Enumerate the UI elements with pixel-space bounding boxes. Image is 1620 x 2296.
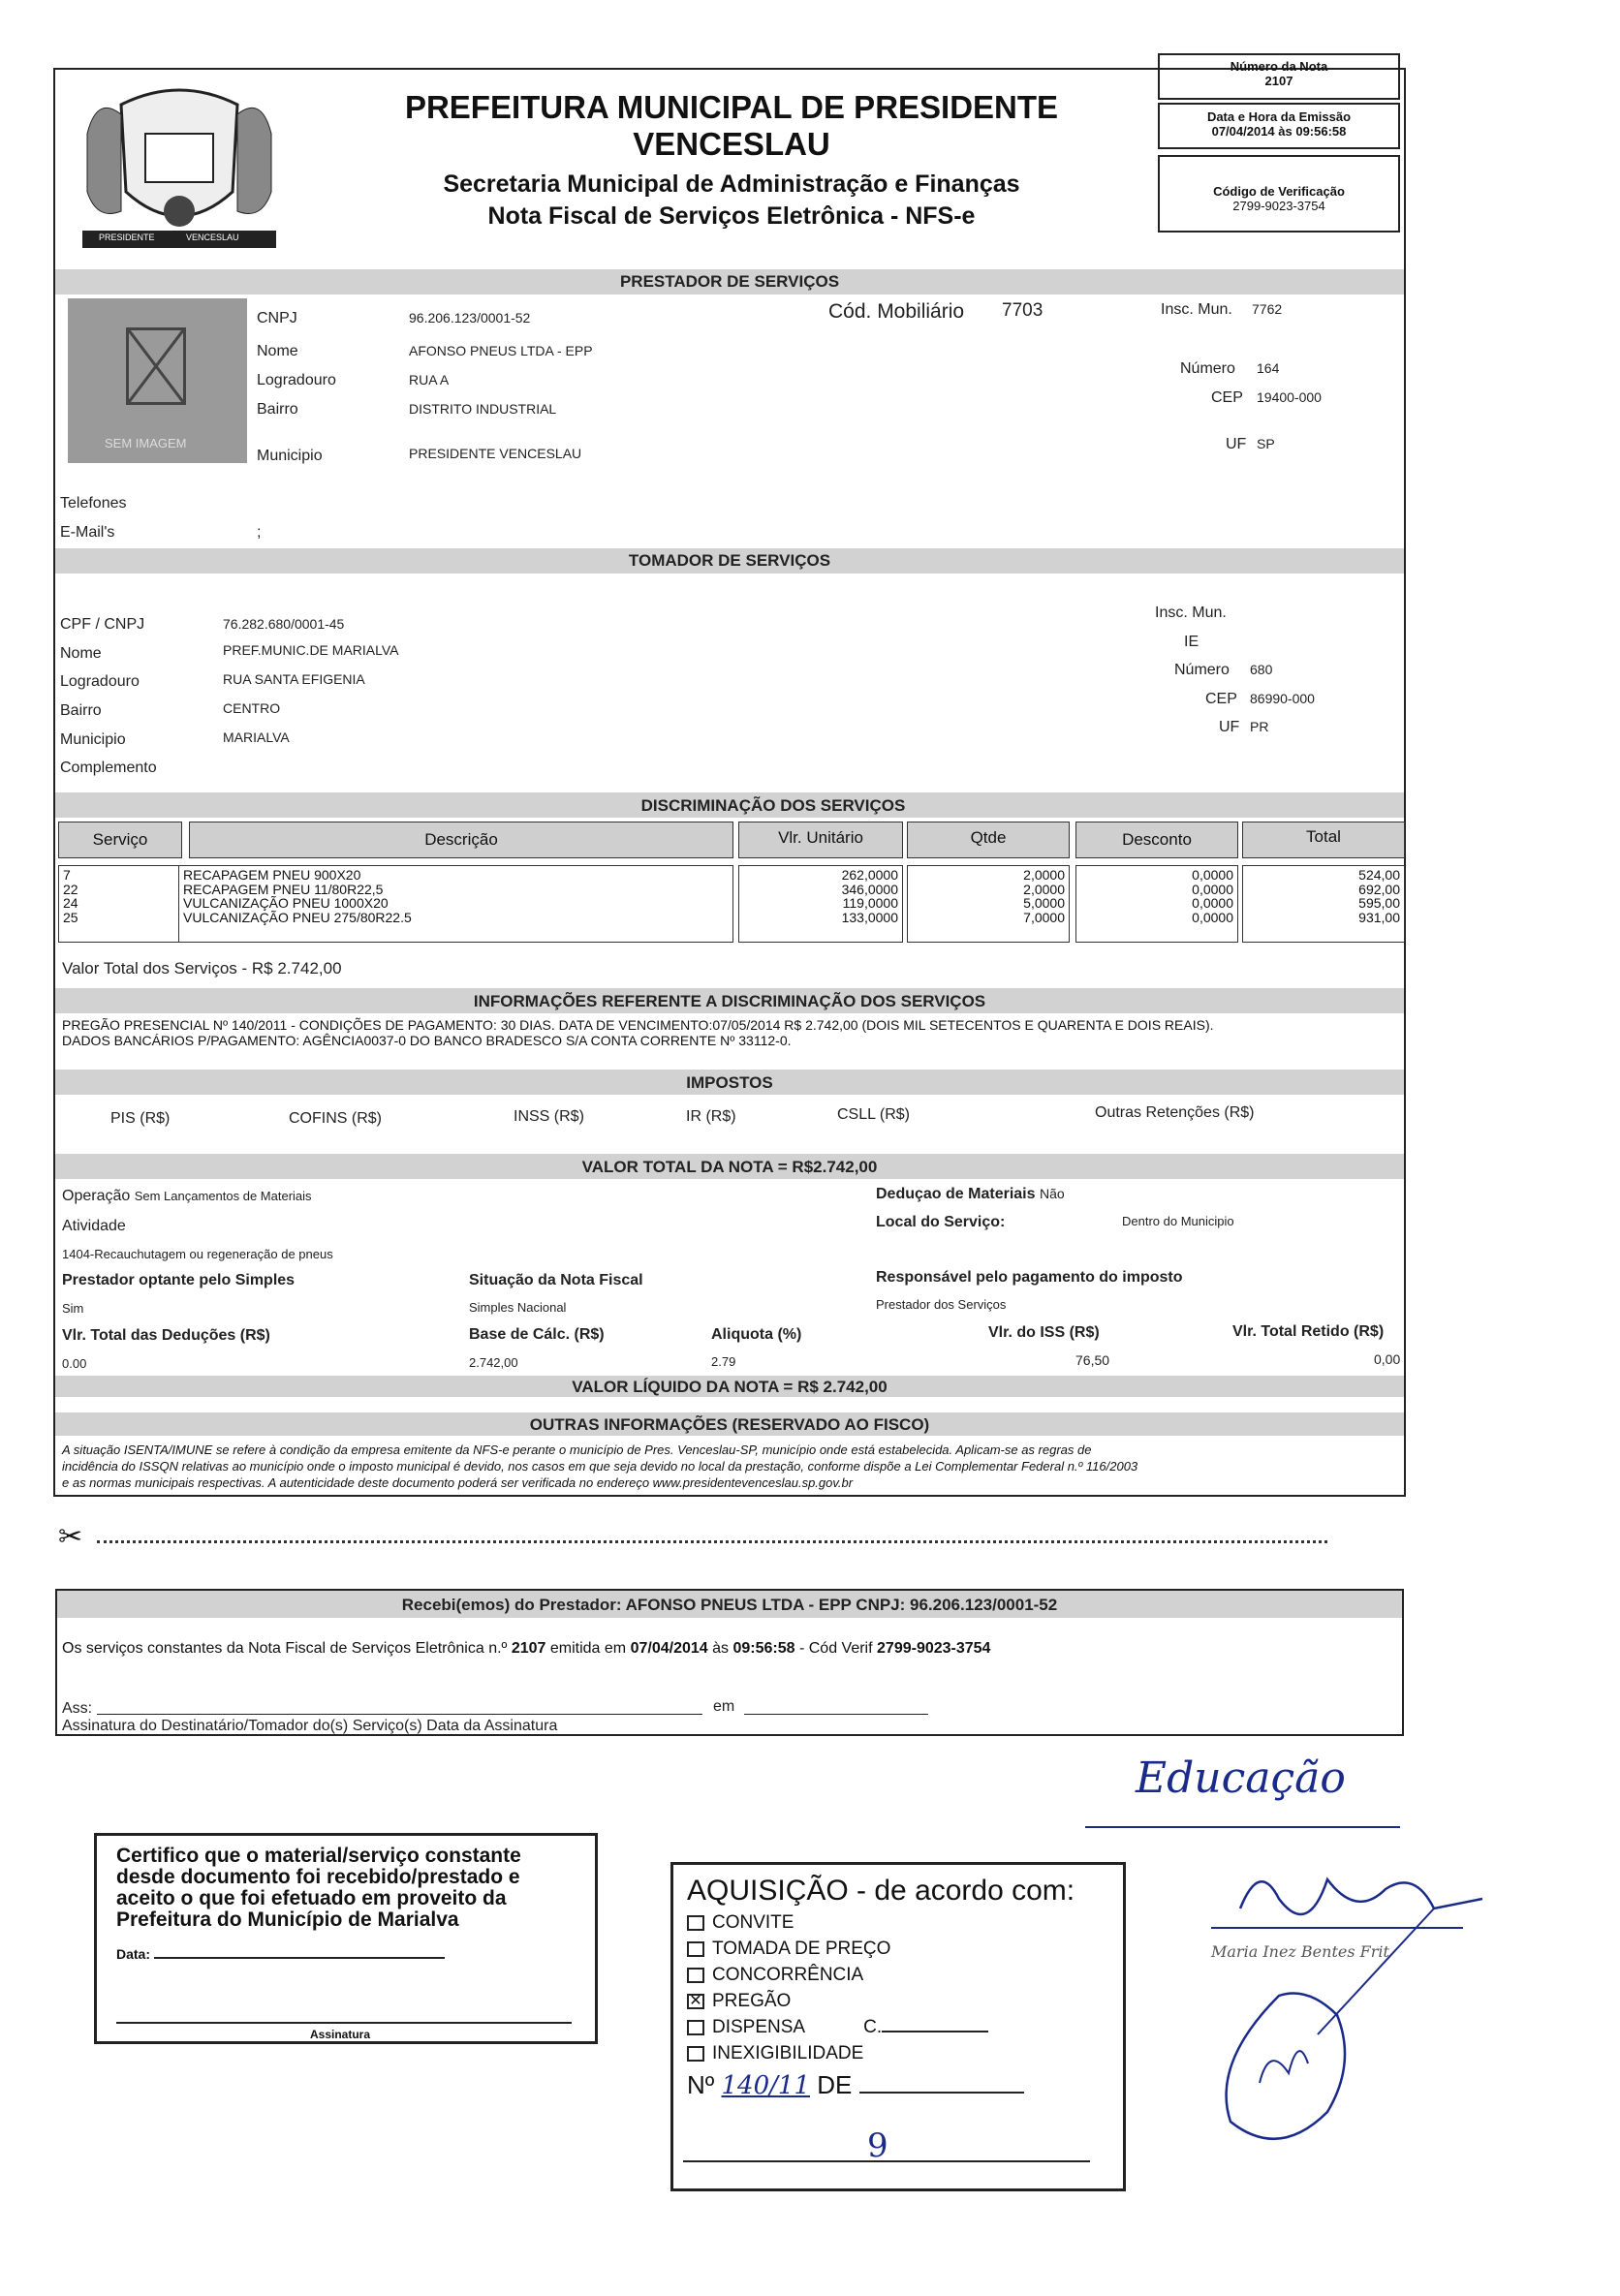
col-servico-cell [58,865,182,943]
option-dispensa[interactable] [687,2014,1109,2040]
informacoes-band [55,988,1404,1013]
option-label: CONVITE [712,1912,794,1933]
certifico-data-label: Data: [116,1946,151,1962]
certifico-sign-line [116,2022,572,2024]
cofins-label: COFINS (R$) [289,1110,382,1127]
col-unitario-cell [738,865,903,943]
tomador-uf-label: UF [1219,719,1240,735]
numero-nota-box [1158,53,1400,100]
cut-line [97,1540,1327,1543]
valor-liquido: VALOR LÍQUIDO DA NOTA = R$ 2.742,00 [572,1378,888,1396]
col-header-total: Total [1242,822,1405,858]
col-header-qtde: Qtde [907,822,1070,858]
prestador-bairro-label: Bairro [257,401,298,418]
recibo-band [57,1591,1402,1618]
operacao-label-text: Operação [62,1188,131,1204]
aliquota-value: 2.79 [711,1354,736,1369]
outras-retencoes-label: Outras Retenções (R$) [1095,1104,1255,1121]
data-emissao-box [1158,103,1400,149]
svg-text:Maria Inez Bentes Frit: Maria Inez Bentes Frit [1211,1942,1389,1961]
subtitle-secretaria: Secretaria Municipal de Administração e Finanças [443,171,1020,198]
deducao-label [876,1186,1065,1203]
option-tomada[interactable] [687,1936,1109,1962]
signature [1192,1841,1511,2151]
tomador-municipio-label: Municipio [60,731,126,748]
iss-value: 76,50 [1075,1352,1110,1368]
tomador-nome: PREF.MUNIC.DE MARIALVA [223,642,399,658]
impostos-title: IMPOSTOS [686,1073,773,1092]
table-row-total: 524,00 [1358,867,1400,883]
discriminacao-title: DISCRIMINAÇÃO DOS SERVIÇOS [640,796,906,815]
informacoes-line1: PREGÃO PRESENCIAL Nº 140/2011 - CONDIÇÕES DE PAGAMENTO: 30 DIAS. DATA DE VENCIMENTO:07/05/2014 R$ 2.742,00 (DOIS MIL SETECENTOS E QUARENTA E DOIS REAIS). [62,1017,1214,1033]
title-line2: VENCESLAU [633,126,830,162]
retido-value: 0,00 [1374,1351,1401,1367]
outras-line3: e as normas municipais respectivas. A autenticidade deste documento poderá ser verificada no endereço www.presidentevenceslau.sp.gov.br [62,1475,854,1490]
col-desconto-cell [1075,865,1238,943]
ass-label: Ass: [62,1700,93,1717]
cod-mobiliario: 7703 [1002,300,1044,321]
page-title [320,89,1143,163]
valor-nota-title: VALOR TOTAL DA NOTA = R$2.742,00 [581,1158,878,1176]
recibo-hora: 09:56:58 [732,1640,795,1657]
tomador-bairro: CENTRO [223,700,281,716]
certifico-data-row [116,1946,576,1962]
prestador-band [55,269,1404,295]
recibo-cod-label: - Cód Verif [798,1640,873,1657]
aquisicao-title: AQUISIÇÃO - de acordo com: [687,1875,1075,1907]
recibo-nota: 2107 [511,1640,546,1657]
handwritten-underline [1085,1826,1400,1828]
option-concorrencia[interactable] [687,1962,1109,1988]
assinatura-caption: Assinatura do Destinatário/Tomador do(s) Serviço(s) Data da Assinatura [62,1718,558,1734]
table-row-unitario: 346,0000 [841,881,898,897]
recibo-as: às [712,1640,730,1657]
prestador-cnpj-label: CNPJ [257,310,297,326]
option-convite[interactable] [687,1909,1109,1936]
valor-total-servicos: Valor Total dos Serviços - R$ 2.742,00 [62,959,342,977]
cod-mobiliario-label: Cód. Mobiliário [828,300,965,323]
deducoes-value: 0.00 [62,1356,87,1371]
no-label: Nº [687,2070,715,2099]
certifico-line: Certifico que o material/serviço constante [116,1845,521,1867]
col-descricao-cell [178,865,733,943]
outras-band [55,1412,1404,1436]
tomador-complemento-label: Complemento [60,760,157,776]
col-header-desconto: Desconto [1075,822,1238,858]
handwritten-educacao: Educação [1136,1753,1346,1803]
de-label: DE [817,2070,853,2099]
table-row-total: 595,00 [1358,895,1400,911]
option-label: CONCORRÊNCIA [712,1965,864,1985]
aquisicao-stamp [670,1862,1126,2191]
crest-logo [78,76,281,260]
table-row-total: 931,00 [1358,909,1400,925]
pis-label: PIS (R$) [110,1110,171,1127]
certifico-line: desde documento foi recebido/prestado e [116,1866,520,1888]
table-row-unitario: 133,0000 [841,909,898,925]
certifico-line: aceito o que foi efetuado em proveito da [116,1887,507,1909]
table-row-qtde: 2,0000 [1023,867,1065,883]
tomador-uf: PR [1250,719,1269,734]
impostos-band [55,1070,1404,1095]
prestador-insc-label: Insc. Mun. [1161,301,1232,318]
tomador-numero-label: Número [1174,662,1230,678]
col-total-cell [1242,865,1405,943]
tomador-bairro-label: Bairro [60,702,102,719]
table-row-qtde: 7,0000 [1023,909,1065,925]
col-header-servico: Serviço [58,822,182,858]
tomador-municipio: MARIALVA [223,729,290,745]
atividade-value: 1404-Recauchutagem ou regeneração de pneus [62,1247,333,1261]
checkbox-concorrencia[interactable] [687,1968,704,1983]
recibo-title: Recebi(emos) do Prestador: AFONSO PNEUS LTDA - EPP CNPJ: 96.206.123/0001-52 [401,1596,1058,1614]
situacao-value: Simples Nacional [469,1300,567,1315]
valor-liquido-band [55,1376,1404,1397]
table-row-qtde: 5,0000 [1023,895,1065,911]
no-image-icon [126,327,186,405]
codigo-verificacao-box [1158,155,1400,233]
stamp-bottom-line [683,2160,1090,2162]
certifico-assinatura-label: Assinatura [310,2028,371,2041]
deducao-value: Não [1039,1186,1065,1201]
prestador-title: PRESTADOR DE SERVIÇOS [619,272,840,291]
prestador-photo [68,298,247,463]
option-label: PREGÃO [712,1991,792,2011]
outras-line1: A situação ISENTA/IMUNE se refere à condição da empresa emitente da NFS-e perante o município de Pres. Venceslau-SP, município onde está estabelecida. Aplicam-se as regras de [62,1443,1092,1457]
option-label: INEXIGIBILIDADE [712,2043,864,2063]
prestador-cep: 19400-000 [1257,389,1322,405]
prestador-numero-label: Número [1180,360,1235,377]
tomador-numero: 680 [1250,662,1273,677]
title-line1: PREFEITURA MUNICIPAL DE PRESIDENTE [404,89,1059,125]
tomador-nome-label: Nome [60,645,102,662]
table-row-servico: 25 [63,909,78,925]
bottom-mark: 9 [867,2126,888,2165]
base-value: 2.742,00 [469,1355,518,1370]
inss-label: INSS (R$) [514,1108,584,1125]
col-qtde-cell [907,865,1070,943]
table-row-desconto: 0,0000 [1192,867,1233,883]
codigo-verificacao-label: Código de Verificação [1213,184,1345,199]
simples-label: Prestador optante pelo Simples [62,1272,296,1288]
data-emissao-value: 07/04/2014 às 09:56:58 [1211,124,1347,139]
table-row-desconto: 0,0000 [1192,909,1233,925]
prestador-logradouro-label: Logradouro [257,372,336,388]
operacao-label [62,1188,312,1205]
recibo-text-prefix: Os serviços constantes da Nota Fiscal de Serviços Eletrônica n.º [62,1640,508,1657]
csll-label: CSLL (R$) [837,1106,910,1123]
prestador-logradouro: RUA A [409,372,450,388]
option-label: DISPENSA [712,2017,806,2037]
table-row-descricao: RECAPAGEM PNEU 900X20 [183,867,361,883]
responsavel-label: Responsável pelo pagamento do imposto [876,1269,1183,1286]
checkbox-inexigibilidade[interactable] [687,2046,704,2062]
aquisicao-options [687,1909,1109,2066]
numero-nota-value: 2107 [1264,74,1293,88]
aliquota-label: Aliquota (%) [711,1326,802,1343]
crest-banner-right: VENCESLAU [186,233,239,242]
retido-label: Vlr. Total Retido (R$) [1232,1323,1385,1340]
local-label: Local do Serviço: [876,1214,1006,1230]
operacao-value: Sem Lançamentos de Materiais [134,1189,312,1203]
iss-label: Vlr. do ISS (R$) [988,1324,1100,1341]
outras-title: OUTRAS INFORMAÇÕES (RESERVADO AO FISCO) [529,1415,930,1434]
em-label: em [713,1698,735,1715]
certifico-text [116,1846,576,1931]
checkbox-tomada[interactable] [687,1941,704,1957]
recibo-cod: 2799-9023-3754 [877,1640,991,1657]
table-row-descricao: VULCANIZAÇÃO PNEU 1000X20 [183,895,389,911]
prestador-numero: 164 [1257,360,1280,376]
page-subtitle [320,169,1143,233]
prestador-insc: 7762 [1252,301,1283,317]
prestador-municipio-label: Municipio [257,448,323,464]
atividade-label: Atividade [62,1218,126,1234]
certifico-line: Prefeitura do Município de Marialva [116,1908,459,1931]
situacao-label: Situação da Nota Fiscal [469,1272,643,1288]
responsavel-value: Prestador dos Serviços [876,1297,1007,1312]
table-row-unitario: 119,0000 [842,895,898,911]
table-row-descricao: VULCANIZAÇÃO PNEU 275/80R22.5 [183,909,412,925]
checkbox-dispensa[interactable] [687,2020,704,2035]
option-pregao[interactable] [687,1988,1109,2014]
simples-value: Sim [62,1301,84,1316]
ir-label: IR (R$) [686,1108,736,1125]
telefones-label: Telefones [60,495,127,512]
col-header-unitario: Vlr. Unitário [738,822,903,858]
table-row-descricao: RECAPAGEM PNEU 11/80R22,5 [183,881,384,897]
email-label: E-Mail's [60,524,115,541]
informacoes-line2: DADOS BANCÁRIOS P/PAGAMENTO: AGÊNCIA0037-0 DO BANCO BRADESCO S/A CONTA CORRENTE Nº 33112-0. [62,1033,792,1048]
prestador-nome-label: Nome [257,343,298,359]
email-separator: ; [257,524,262,541]
table-row-desconto: 0,0000 [1192,881,1233,897]
prestador-uf: SP [1257,436,1275,451]
tomador-ie-label: IE [1184,634,1199,650]
tomador-title: TOMADOR DE SERVIÇOS [628,551,831,570]
recibo-data: 07/04/2014 [630,1640,708,1657]
numero-nota-label: Número da Nota [1230,59,1328,74]
discriminacao-band [55,792,1404,818]
tomador-cpf: 76.282.680/0001-45 [223,616,345,632]
table-row-servico: 24 [63,895,78,911]
no-value: 140/11 [721,2071,810,2100]
no-image-text: SEM IMAGEM [105,436,187,450]
data-emissao-label: Data e Hora da Emissão [1206,109,1352,124]
prestador-nome: AFONSO PNEUS LTDA - EPP [409,343,593,358]
recibo-text-mid: emitida em [549,1640,627,1657]
informacoes-title: INFORMAÇÕES REFERENTE A DISCRIMINAÇÃO DOS SERVIÇOS [473,992,986,1010]
prestador-cnpj: 96.206.123/0001-52 [409,310,531,326]
local-value: Dentro do Municipio [1122,1214,1234,1228]
recibo-text [62,1640,990,1658]
prestador-uf-label: UF [1226,436,1247,452]
valor-nota-band [55,1154,1404,1179]
base-label: Base de Cálc. (R$) [469,1326,605,1343]
table-row-desconto: 0,0000 [1192,895,1233,911]
certifico-stamp [94,1833,598,2044]
ass-line[interactable] [97,1714,702,1715]
deducoes-label: Vlr. Total das Deduções (R$) [62,1327,270,1344]
informacoes-text [62,1017,1214,1048]
outras-line2: incidência do ISSQN relativas ao município onde o imposto municipal é devido, nos casos em que seja devido no local da prestação, conforme dispõe a Lei Complementar Federal n.º 116/2003 [62,1459,1138,1474]
tomador-band [55,548,1404,574]
deducao-label-text: Deduçao de Materiais [876,1186,1036,1202]
table-row-servico: 7 [63,867,71,883]
prestador-municipio: PRESIDENTE VENCESLAU [409,446,582,461]
crest-banner-left: PRESIDENTE [99,233,155,242]
col-header-descricao: Descrição [189,822,733,858]
table-row-servico: 22 [63,881,78,897]
tomador-cpf-label: CPF / CNPJ [60,616,145,633]
checkbox-pregao-checked[interactable]: ✕ [687,1994,704,2009]
c-label: C. [863,2017,883,2037]
codigo-verificacao-value: 2799-9023-3754 [1232,199,1325,213]
checkbox-convite[interactable] [687,1915,704,1931]
subtitle-nfse: Nota Fiscal de Serviços Eletrônica - NFS-e [487,202,976,230]
date-line[interactable] [744,1714,928,1715]
outras-text [62,1442,1137,1491]
tomador-cep-label: CEP [1205,691,1237,707]
no-row [687,2070,1109,2100]
prestador-bairro: DISTRITO INDUSTRIAL [409,401,557,417]
option-inexigibilidade[interactable] [687,2040,1109,2066]
table-row-unitario: 262,0000 [841,867,898,883]
table-row-total: 692,00 [1358,881,1400,897]
table-row-qtde: 2,0000 [1023,881,1065,897]
option-label: TOMADA DE PREÇO [712,1939,891,1959]
tomador-cep: 86990-000 [1250,691,1315,706]
tomador-insc-label: Insc. Mun. [1155,605,1227,621]
scissors-icon: ✂ [58,1521,83,1553]
prestador-cep-label: CEP [1211,389,1243,406]
tomador-logradouro-label: Logradouro [60,673,140,690]
tomador-logradouro: RUA SANTA EFIGENIA [223,671,365,687]
